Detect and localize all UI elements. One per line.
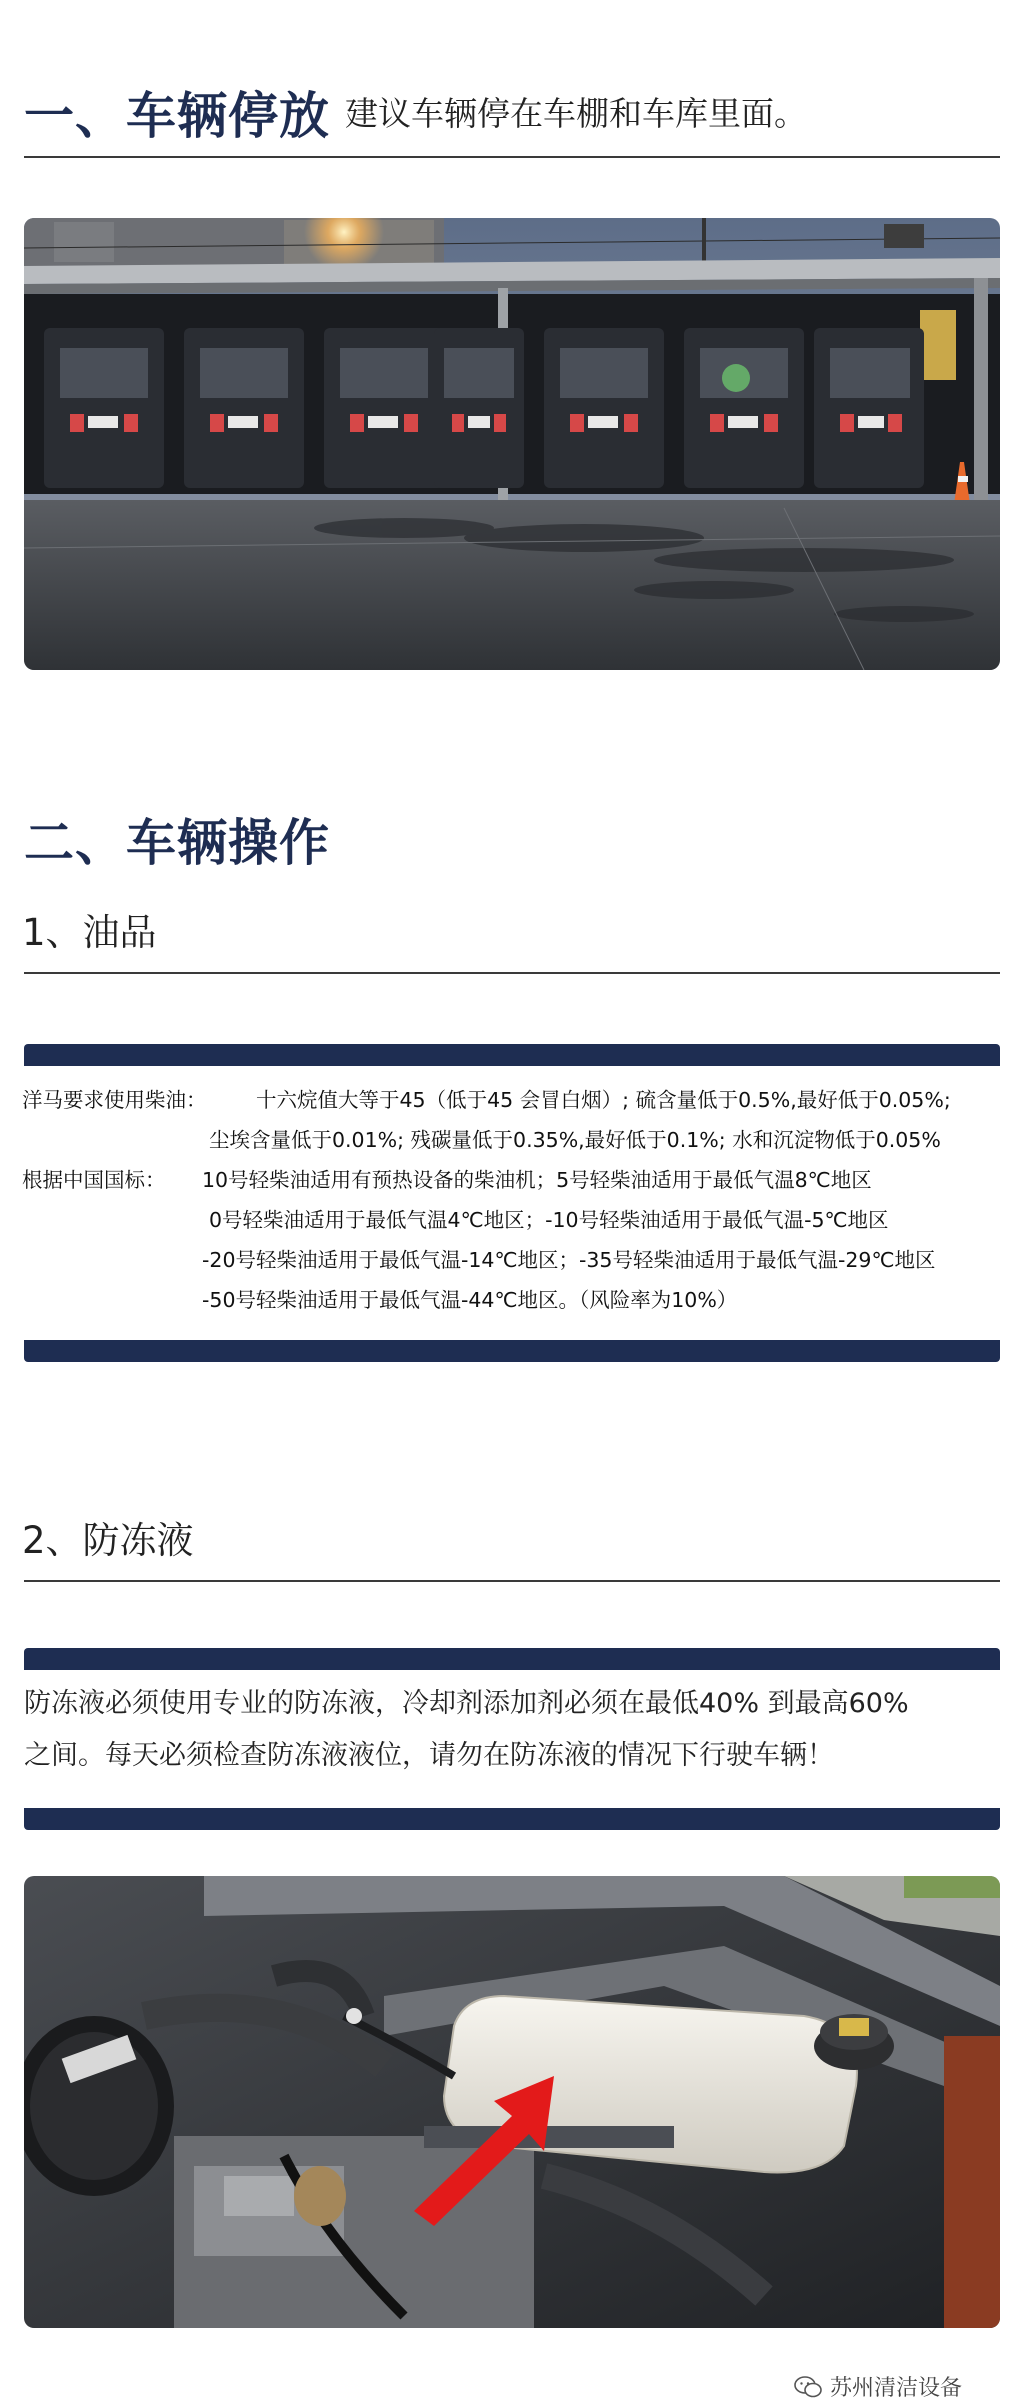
section2-title: 二、车辆操作: [24, 814, 330, 872]
oil-bottom-band: [24, 1340, 1000, 1362]
antifreeze-top-band: [24, 1648, 1000, 1670]
watermark-text: 苏州清洁设备: [830, 2376, 963, 2401]
section1-title: 一、车辆停放: [24, 87, 330, 145]
gb-line-4: -50号轻柴油适用于最低气温-44℃地区。（风险率为10%）: [202, 1288, 738, 1312]
antifreeze-bottom-band: [24, 1808, 1000, 1830]
watermark: [794, 2371, 962, 2402]
gb-label: 根据中国国标：: [22, 1168, 166, 1192]
oil-top-band: [24, 1044, 1000, 1066]
oil-heading: 1、油品: [22, 911, 157, 954]
antifreeze-text: [24, 1678, 1004, 1782]
oil-heading-divider: [24, 972, 1000, 974]
parking-shed-photo: [24, 218, 1000, 670]
coolant-reservoir-photo: [24, 1876, 1000, 2328]
antifreeze-line-1: 防冻液必须使用专业的防冻液，冷却剂添加剂必须在最低40% 到最高60%: [24, 1688, 909, 1719]
section1-subtitle: 建议车辆停在车棚和车库里面。: [345, 94, 807, 133]
yanmar-line-1: 十六烷值大等于45（低于45 会冒白烟）; 硫含量低于0.5%,最好低于0.05%;: [256, 1088, 951, 1112]
antifreeze-heading: 2、防冻液: [22, 1519, 194, 1562]
antifreeze-heading-divider: [24, 1580, 1000, 1582]
yanmar-line-2: 尘埃含量低于0.01%; 残碳量低于0.35%,最好低于0.1%; 水和沉淀物低于0.05%: [209, 1128, 941, 1152]
gb-line-1: 10号轻柴油适用有预热设备的柴油机；5号轻柴油适用于最低气温8℃地区: [202, 1168, 872, 1192]
section1-divider: [24, 156, 1000, 158]
yanmar-label: 洋马要求使用柴油：: [22, 1088, 207, 1112]
gb-line-2: 0号轻柴油适用于最低气温4℃地区；-10号轻柴油适用于最低气温-5℃地区: [209, 1208, 889, 1232]
wechat-icon: [794, 2376, 822, 2398]
gb-line-3: -20号轻柴油适用于最低气温-14℃地区；-35号轻柴油适用于最低气温-29℃地区: [202, 1248, 936, 1272]
antifreeze-line-2: 之间。每天必须检查防冻液液位，请勿在防冻液的情况下行驶车辆！: [24, 1740, 834, 1771]
